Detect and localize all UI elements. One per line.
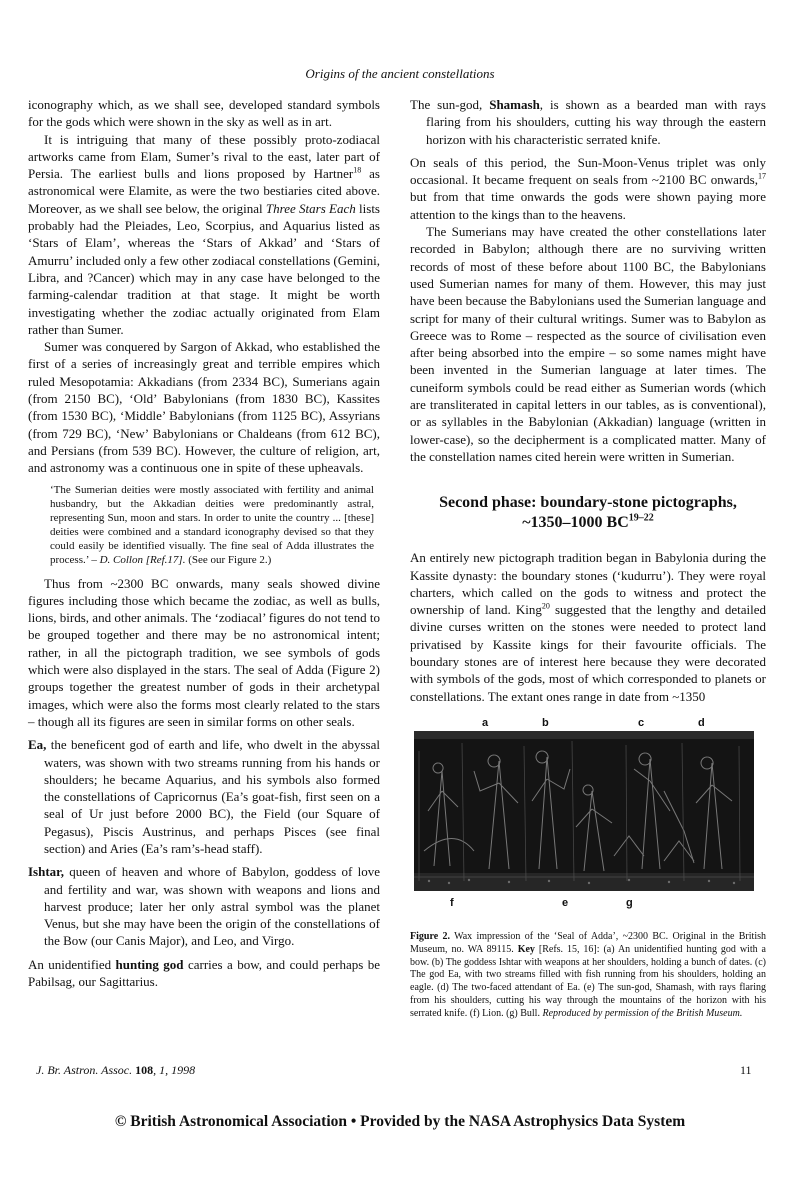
figure-label-f: f	[450, 896, 454, 909]
paragraph: Sumer was conquered by Sargon of Akkad, who established the first of a series of increasingly great and terrible empires which ruled Mesopotamia: Akkadians (from 2334 BC), Sumerians again (from 2150 BC), ‘Old’ Babylonians (from 1830 BC), Kassites (from 1530 BC), ‘Middle’ Babylonians (from 1125 BC), Assyrians (from 729 BC), ‘New’ Babylonians or Chaldeans (from 612 BC), and Persians (from 539 BC). However, the culture of religion, art, and astronomy was a continuous one in spite of these upheavals.	[28, 339, 380, 476]
reference-marker[interactable]: 17	[758, 171, 766, 181]
figure-caption: Figure 2. Wax impression of the ‘Seal of Adda’, ~2300 BC. Original in the British Museum, no. WA 89115. Key [Refs. 15, 16]: (a) An unidentified hunting god with a bow. (b) The goddess Ishtar with weapons at her shoulders, holding a bunch of dates. (c) The god Ea, with two streams filled with fish running from his shoulders, holding an eagle. (d) The two-faced attendant of Ea. (e) The sun-god, Shamash, with rays flaring from his shoulders, cutting his way through the mountains of the horizon with his serrated knife. (f) Lion. (g) Bull. Reproduced by permission of the British Museum.	[410, 930, 766, 1019]
running-head: Origins of the ancient constellations	[305, 66, 495, 81]
deity-entry-shamash: The sun-god, Shamash, is shown as a bearded man with rays flaring from his shoulders, cutting his way through the eastern horizon with his characteristic serrated knife.	[410, 97, 766, 147]
figure-labels-bottom	[410, 895, 766, 911]
figure-label-a: a	[482, 716, 489, 729]
deity-entry-ishtar: Ishtar, queen of heaven and whore of Babylon, goddess of love and fertility and war, was shown with weapons and lions and harvest produce; later her only astral symbol was the planet Venus, but she may have been the origin of the constellations of the Bow (our Canis Major), and Leo, and Virgo.	[28, 864, 380, 949]
left-column	[28, 96, 380, 990]
figure-label-e: e	[562, 896, 569, 909]
block-quote: ‘The Sumerian deities were mostly associated with fertility and animal husbandry, but the Akkadian deities were predominantly astral, representing Sun, moon and stars. In order to unite the country ... [these] deities were combined and a standard iconography devised so that they could easily be identified visually. The fine seal of Adda illustrates the process.’ – D. Collon [Ref.17]. (See our Figure 2.)	[50, 483, 374, 566]
section-heading: Second phase: boundary-stone pictographs, ~1350–1000 BC$^{19-22}$	[439, 494, 737, 532]
deity-entry-ea: Ea, the beneficent god of earth and life, who dwelt in the abyssal waters, was shown with two streams running from his hands or shoulders; he became Aquarius, and his symbols also formed the constellations of Capricornus (Ea’s goat-fish, first seen on a seal of Ur just before 2000 BC), the Field (our Square of Pegasus), Piscis Austrinus, and perhaps Pisces (see final section) and Aries (Ea’s ram’s-head staff).	[28, 737, 380, 856]
reference-marker[interactable]: 20	[541, 601, 550, 611]
figure-label-c: c	[638, 716, 645, 729]
journal-citation: J. Br. Astron. Assoc. 108, 1, 1998	[36, 1063, 196, 1077]
paragraph: It is intriguing that many of these possibly proto-zodiacal artworks came from Elam, Sumer’s rival to the east, later part of Persia. The earliest bulls and lions proposed by Hartner$^{18}$ as astronomical were Elamite, as were the two bestiaries cited above. Moreover, as we shall see below, the original Three Stars Each lists probably had the Pleiades, Leo, Scorpius, and Aquarius listed as ‘Stars of Elam’, whereas the ‘Stars of Akkad’ and ‘Stars of Amurru’ included only a few other zodiacal constellations (Gemini, Libra, and ?Cancer) which may in any case have belonged to the farming-calendar tradition at that stage. It might be worth investigating whether the zodiac actually originated from Elam rather than Sumer.	[28, 131, 380, 337]
figure-labels-top	[410, 715, 766, 731]
page-number: 11	[740, 1063, 752, 1077]
right-column	[410, 96, 766, 1020]
figure-2	[410, 715, 766, 1021]
figure-label-g: g	[626, 896, 633, 909]
figure-label-d: d	[698, 716, 705, 729]
paragraph: Thus from ~2300 BC onwards, many seals showed divine figures including those which became the zodiac, as well as bulls, lions, birds, and other animals. The ‘zodiacal’ figures do not tend to be grouped together and there may be no astronomical intent; rather, in all the pictograph tradition, we see symbols of gods which were also displayed in the stars. The seal of Adda (Figure 2) groups together the greatest number of gods in their archetypal images, which were also the forms most clearly related to the stars – though all its figures are seen in similar forms on other seals.	[28, 575, 380, 729]
paragraph: The Sumerians may have created the other constellations later recorded in Babylon; although there are no surviving written records of most of these before about 1100 BC, the Babylonians used Sumerian names for many of them. However, this may just have been because the Babylonians used the Sumerian language and script for many of their cultural writings. Sumer was to Babylon as Greece was to Rome – respected as the source of civilisation even after being absorbed into the empire – so some names might have been invented in the Sumerian language at later times. The cuneiform symbols could be read either as Sumerian words (which are transliterated in capital letters in our tables, as is conventional), or as syllables in the Babylonian (Akkadian) language (written in lower-case), so the decipherment is a complicated matter. Many of the constellation names cited herein were written in Sumerian.	[410, 224, 766, 464]
paragraph: An unidentified hunting god carries a bow, and could perhaps be Pabilsag, our Sagittarius.	[28, 956, 380, 990]
seal-of-adda-image	[414, 731, 754, 891]
copyright-notice: © British Astronomical Association • Provided by the NASA Astrophysics Data System	[114, 1113, 686, 1130]
paragraph: iconography which, as we shall see, developed standard symbols for the gods which were shown in the sky as well as in art.	[28, 97, 380, 130]
reference-marker[interactable]: 18	[353, 165, 362, 175]
paragraph: On seals of this period, the Sun-Moon-Venus triplet was only occasional. It became frequent on seals from ~2100 BC onwards,$^{17}$ but from that time onwards the gods were shown paying more attention to the kings than to the heavens.	[410, 154, 766, 222]
figure-label-b: b	[542, 716, 549, 729]
paragraph: An entirely new pictograph tradition began in Babylonia during the Kassite dynasty: the boundary stones (‘kudurru’). They were royal charters, which called on the gods to witness and protect the ownership of land. King$^{20}$ suggested that the lengthy and detailed divine curses written on the stones were needed to protect land privatised by Kassite kings for their favourite officials. The boundary stones are of interest here because they were decorated with symbols of the gods, most of which corresponded to planets or constellations. The extant ones range in date from ~1350	[410, 550, 766, 704]
